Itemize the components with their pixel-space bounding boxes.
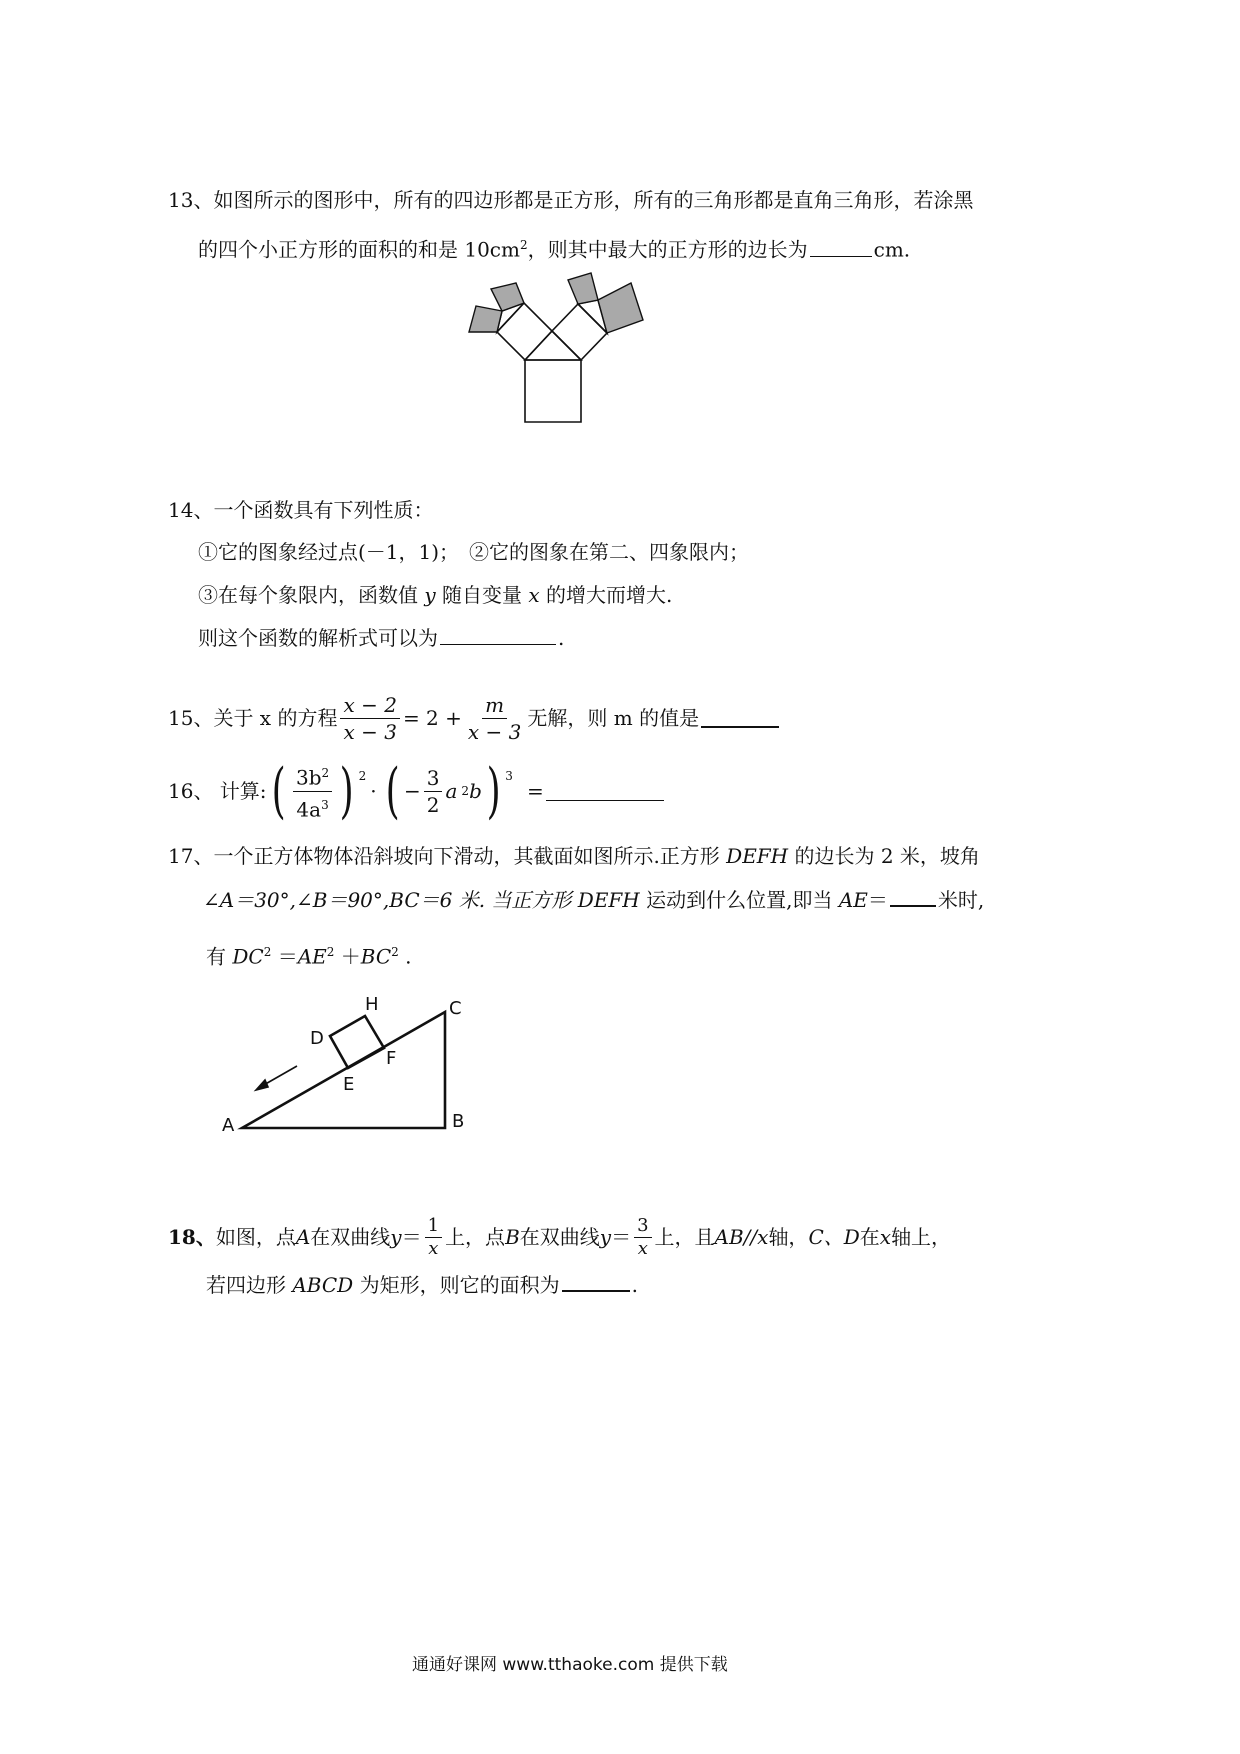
q18-line2: [206, 1271, 638, 1299]
q18-cd: C、D: [808, 1225, 860, 1249]
q15-prefix: 15、关于 x 的方程: [168, 706, 338, 730]
q15-fraction-2: [465, 692, 524, 745]
q18-point-b: B: [505, 1225, 520, 1249]
q17-label-h: H: [365, 994, 379, 1015]
q13-unit: cm.: [873, 237, 911, 262]
q16-fraction-1: [293, 760, 332, 822]
q17-line1: [168, 842, 980, 870]
q17-text-a: 17、一个正方体物体沿斜坡向下滑动，其截面如图所示.正方形: [168, 844, 727, 868]
q17-bc: BC: [360, 944, 392, 969]
q17-slope-figure: [215, 985, 480, 1135]
q16-left-paren-1: (: [271, 756, 286, 826]
q17-sup2: 2: [326, 945, 335, 959]
q18-point-a: A: [295, 1225, 311, 1249]
q13-shaded-square-1: [469, 306, 502, 332]
q17-line2: [203, 886, 984, 914]
q18-f1-num: 1: [425, 1215, 442, 1238]
q16-minus: −: [403, 779, 421, 803]
q14-text: 则这个函数的解析式可以为: [198, 626, 438, 650]
q13-text-b: ，则其中最大的正方形的边长为: [527, 237, 808, 262]
q18-eq2: ＝: [611, 1225, 632, 1249]
q16-answer-blank[interactable]: [546, 782, 664, 801]
q17-ae: AE: [838, 888, 868, 912]
q18-text-g: 在: [859, 1225, 880, 1249]
q18-text-c: 上，点: [445, 1225, 506, 1249]
q15-line: [168, 690, 781, 746]
q17-line2-d: 米时,: [937, 888, 985, 912]
q17-line3-a: 有: [206, 944, 233, 969]
q18-x1: x: [757, 1225, 769, 1249]
q15-mid: = 2 +: [402, 706, 462, 730]
q14-end: .: [558, 626, 565, 650]
q15-frac1-num: x − 2: [340, 692, 399, 719]
q18-fraction-2: [634, 1215, 651, 1260]
q16-prefix: 16、 计算:: [168, 779, 267, 803]
q13-shaded-square-2: [491, 283, 524, 311]
q15-frac2-den: x − 3: [467, 719, 522, 744]
q17-line2-a: ∠A＝30°,∠B＝90°,BC＝6 米. 当正方形: [203, 888, 578, 912]
q18-parallel: //: [743, 1225, 758, 1249]
q17-defh: DEFH: [726, 844, 789, 868]
q17-sup1: 2: [263, 945, 272, 959]
q17-label-d: D: [310, 1028, 324, 1049]
q17-dc: DC: [232, 944, 264, 969]
q14-answer-blank[interactable]: [440, 626, 556, 645]
q17-label-f: F: [386, 1048, 397, 1069]
q14-text-c: 的增大而增大.: [539, 583, 673, 607]
q16-var-b: b: [469, 779, 482, 803]
q18-text-a: 如图，点: [215, 1225, 296, 1249]
q18-f1-den: x: [428, 1237, 439, 1259]
q13-shaded-square-3: [568, 273, 598, 304]
q16-f1-den-sup: 3: [321, 797, 329, 812]
q18-answer-blank[interactable]: [562, 1272, 630, 1292]
q16-f1-num-sup: 2: [321, 765, 330, 780]
q14-var-x: x: [528, 583, 540, 607]
q16-var-a: a: [445, 779, 458, 803]
q17-square-defh: [330, 1016, 384, 1068]
q16-exp2: 3: [505, 769, 513, 783]
q18-text-d: 在双曲线: [519, 1225, 600, 1249]
q13-top-triangle: [525, 331, 581, 360]
q14-text-b: 随自变量: [435, 583, 529, 607]
q18-text-b: 在双曲线: [310, 1225, 391, 1249]
q18-abcd: ABCD: [292, 1273, 354, 1297]
q17-line2-c: ＝: [867, 888, 888, 912]
q18-ab: AB: [714, 1225, 744, 1249]
q18-x2: x: [879, 1225, 892, 1249]
q17-text-b: 的边长为 2 米，坡角: [788, 844, 980, 868]
q17-ae2: AE: [297, 944, 327, 969]
q13-line2: [198, 231, 910, 264]
q18-number: 18、: [168, 1225, 216, 1249]
q18-f2-num: 3: [634, 1215, 651, 1238]
q17-line3: [206, 938, 411, 971]
q13-large-square: [525, 360, 581, 422]
q18-text-f: 轴，: [768, 1225, 809, 1249]
q16-equals: =: [526, 779, 544, 803]
q17-sup3: 2: [391, 945, 399, 959]
q15-suffix: 无解，则 m 的值是: [527, 706, 700, 730]
q17-label-b: B: [452, 1111, 465, 1132]
q15-fraction-1: [340, 692, 399, 745]
q18-text-e: 上，且: [654, 1225, 715, 1249]
q17-end: .: [398, 944, 412, 969]
q13-shaded-square-4: [598, 283, 643, 333]
q17-line2-b: 运动到什么位置,即当: [639, 888, 839, 912]
q17-arrow-line: [262, 1066, 297, 1086]
page-footer: 通通好课网 www.tthaoke.com 提供下载: [412, 1655, 728, 1675]
q18-eq1: ＝: [401, 1225, 422, 1249]
q16-tail-sup: 2: [461, 784, 470, 798]
q13-text-a: 的四个小正方形的面积的和是 10cm: [198, 237, 520, 262]
q14-var-y: y: [424, 583, 436, 607]
q18-end: .: [631, 1273, 638, 1297]
q17-plus: ＋: [334, 944, 361, 969]
q16-f1-den: 4a: [296, 797, 322, 822]
q17-line2-defh: DEFH: [577, 888, 640, 912]
q17-label-c: C: [449, 998, 462, 1019]
q13-left-medium-square: [497, 303, 552, 360]
q16-f2-num: 3: [424, 765, 443, 792]
q18-fraction-1: [425, 1215, 442, 1260]
q18-y2: y: [599, 1225, 612, 1249]
q18-f2-den: x: [637, 1237, 648, 1259]
q16-line: [168, 758, 666, 824]
q15-frac1-den: x − 3: [343, 719, 397, 744]
q18-line2-a: 若四边形: [206, 1273, 293, 1297]
q13-answer-blank[interactable]: [810, 238, 872, 257]
q18-line1: [168, 1212, 951, 1262]
q15-frac2-num: m: [482, 692, 507, 719]
q16-f2-den: 2: [426, 792, 440, 817]
q15-answer-blank[interactable]: [701, 708, 779, 728]
q14-text-a: ③在每个象限内，函数值: [198, 583, 425, 607]
q18-y1: y: [390, 1225, 402, 1249]
q16-left-paren-2: (: [385, 756, 400, 826]
q13-pythagoras-tree-figure: [460, 262, 660, 432]
q13-line1: 13、如图所示的图形中，所有的四边形都是正方形，所有的三角形都是直角三角形，若涂黑: [168, 188, 974, 212]
q17-eq: ＝: [271, 944, 298, 969]
q16-right-paren-2: ): [486, 756, 501, 826]
q14-line2: ①它的图象经过点(－1，1)； ②它的图象在第二、四象限内；: [198, 540, 750, 564]
q16-right-paren-1: ): [339, 756, 354, 826]
q13-right-medium-square: [552, 304, 607, 360]
q16-dot: ·: [370, 779, 377, 803]
q14-line1: 14、一个函数具有下列性质：: [168, 498, 434, 522]
q18-line2-b: 为矩形，则它的面积为: [353, 1273, 560, 1297]
q14-line3: [198, 581, 672, 609]
q14-line4: [198, 624, 564, 652]
q17-arrow-head: [256, 1080, 268, 1090]
q17-label-e: E: [343, 1074, 355, 1095]
q18-text-h: 轴上，: [891, 1225, 952, 1249]
q16-fraction-2: [424, 765, 443, 818]
q16-f1-num: 3b: [295, 765, 322, 790]
q17-answer-blank[interactable]: [890, 887, 936, 907]
q16-exp1: 2: [358, 769, 367, 783]
q17-label-a: A: [222, 1115, 235, 1135]
q13-sup: 2: [519, 238, 528, 252]
